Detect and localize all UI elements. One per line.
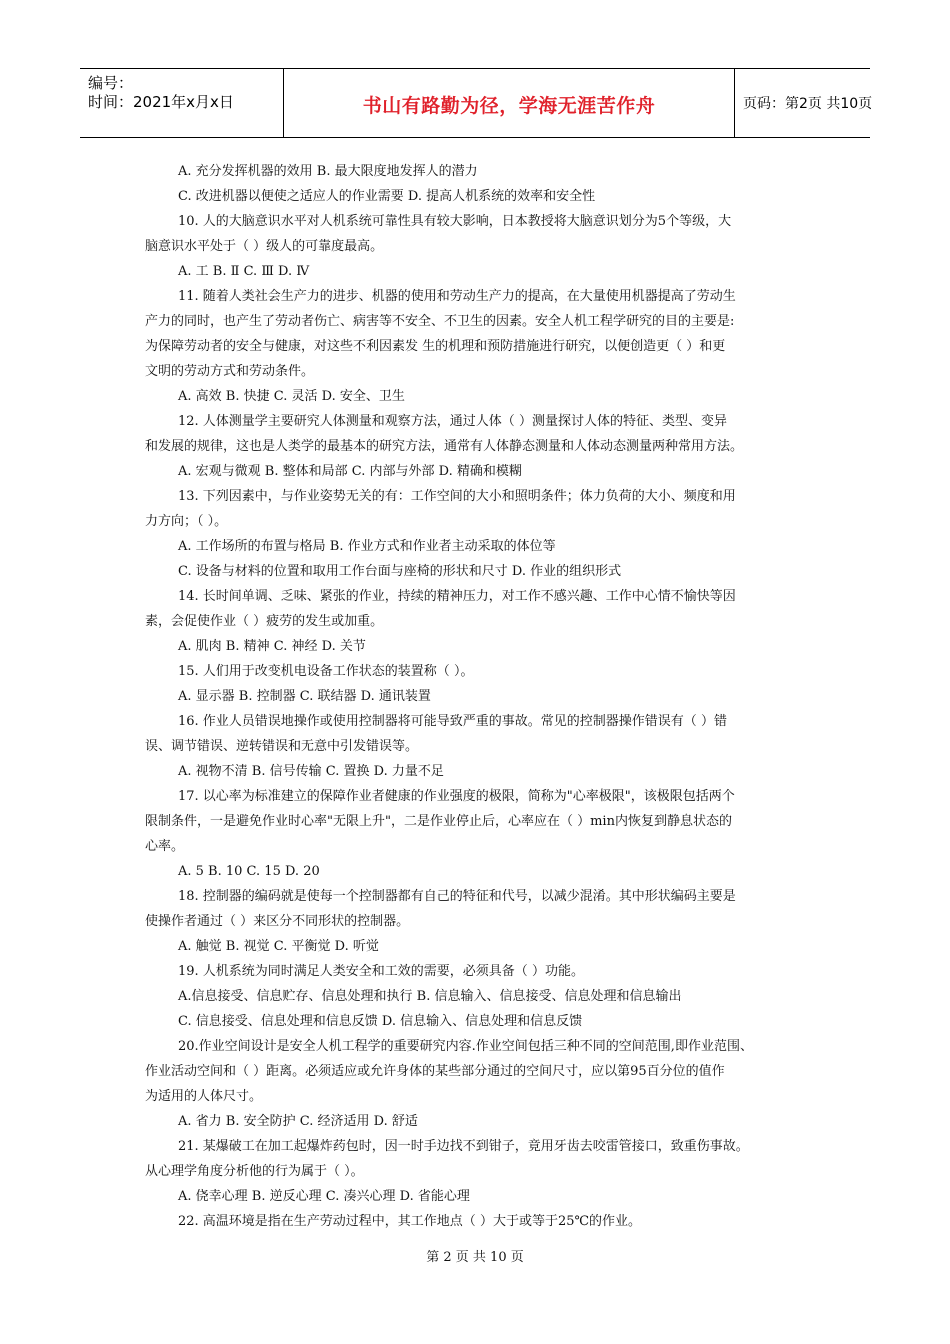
text-line: 脑意识水平处于（ ）级人的可靠度最高。 bbox=[145, 239, 384, 254]
text-line: 13. 下列因素中，与作业姿势无关的有：工作空间的大小和照明条件；体力负荷的大小、频度和用 bbox=[178, 489, 736, 504]
text-line: A. 工作场所的布置与格局 B. 作业方式和作业者主动采取的体位等 bbox=[178, 539, 556, 554]
text-line: A. 视物不清 B. 信号传输 C. 置换 D. 力量不足 bbox=[178, 764, 444, 779]
text-line: 产力的同时，也产生了劳动者伤亡、病害等不安全、不卫生的因素。安全人机工程学研究的目的主要是: bbox=[145, 314, 735, 329]
text-line: 19. 人机系统为同时满足人类安全和工效的需要，必须具备（ ）功能。 bbox=[178, 964, 584, 979]
text-line: 15. 人们用于改变机电设备工作状态的装置称（ ）。 bbox=[178, 664, 474, 679]
text-line: 使操作者通过（ ）来区分不同形状的控制器。 bbox=[145, 914, 410, 929]
text-line: 限制条件，一是避免作业时心率"无限上升"，二是作业停止后，心率应在（ ）min内恢复到静息状态的 bbox=[145, 814, 732, 829]
page-info: 页码：第2页 共10页 bbox=[743, 96, 873, 112]
text-line: 为保障劳动者的安全与健康，对这些不利因素发 生的机理和预防措施进行研究，以便创造更（ ）和更 bbox=[145, 339, 726, 354]
text-line: 10. 人的大脑意识水平对人机系统可靠性具有较大影响，日本教授将大脑意识划分为5个等级，大 bbox=[178, 214, 732, 229]
text-line: A. 触觉 B. 视觉 C. 平衡觉 D. 听觉 bbox=[178, 939, 379, 954]
text-line: 16. 作业人员错误地操作或使用控制器将可能导致严重的事故。常见的控制器操作错误有（ ）错 bbox=[178, 714, 727, 729]
text-line: 误、调节错误、逆转错误和无意中引发错误等。 bbox=[145, 739, 419, 754]
text-line: A.信息接受、信息贮存、信息处理和执行 B. 信息输入、信息接受、信息处理和信息输出 bbox=[178, 989, 682, 1004]
text-line: A. 侥幸心理 B. 逆反心理 C. 凑兴心理 D. 省能心理 bbox=[178, 1189, 470, 1204]
text-line: 作业活动空间和（ ）距离。必须适应或允许身体的某些部分通过的空间尺寸，应以第95百分位的值作 bbox=[145, 1064, 725, 1079]
text-line: A. 显示器 B. 控制器 C. 联结器 D. 通讯装置 bbox=[178, 689, 431, 704]
text-line: A. 高效 B. 快捷 C. 灵活 D. 安全、卫生 bbox=[178, 389, 405, 404]
text-line: A. 5 B. 10 C. 15 D. 20 bbox=[178, 864, 320, 879]
text-line: 20.作业空间设计是安全人机工程学的重要研究内容.作业空间包括三种不同的空间范围,即作业范围、 bbox=[178, 1039, 753, 1054]
text-line: 文明的劳动方式和劳动条件。 bbox=[145, 364, 315, 379]
text-line: 素，会促使作业（ ）疲劳的发生或加重。 bbox=[145, 614, 384, 629]
text-line: A. 宏观与微观 B. 整体和局部 C. 内部与外部 D. 精确和模糊 bbox=[178, 464, 522, 479]
text-line: 12. 人体测量学主要研究人体测量和观察方法，通过人体（ ）测量探讨人体的特征、类型、变异 bbox=[178, 414, 727, 429]
text-line: 14. 长时间单调、乏味、紧张的作业，持续的精神压力，对工作不感兴趣、工作中心情不愉快等因 bbox=[178, 589, 736, 604]
text-line: A. 省力 B. 安全防护 C. 经济适用 D. 舒适 bbox=[178, 1114, 418, 1129]
header-motto-cell bbox=[284, 69, 735, 137]
text-line: 17. 以心率为标准建立的保障作业者健康的作业强度的极限，简称为"心率极限"，该极限包括两个 bbox=[178, 789, 735, 804]
text-line: 18. 控制器的编码就是使每一个控制器都有自己的特征和代号，以减少混淆。其中形状编码主要是 bbox=[178, 889, 736, 904]
text-line: 为适用的人体尺寸。 bbox=[145, 1089, 263, 1104]
text-line: C. 设备与材料的位置和取用工作台面与座椅的形状和尺寸 D. 作业的组织形式 bbox=[178, 564, 622, 579]
header-page-cell bbox=[735, 69, 873, 137]
text-line: A. 肌肉 B. 精神 C. 神经 D. 关节 bbox=[178, 639, 366, 654]
text-line: 21. 某爆破工在加工起爆炸药包时，因一时手边找不到钳子，竟用牙齿去咬雷管接口，致重伤事故。 bbox=[178, 1139, 749, 1154]
number-label: 编号： bbox=[88, 74, 134, 92]
text-line: 心率。 bbox=[145, 839, 185, 854]
page-footer: 第 2 页 共 10 页 bbox=[426, 1250, 524, 1265]
text-line: 力方向；（ ）。 bbox=[145, 514, 228, 529]
header-meta-cell bbox=[80, 69, 284, 137]
text-line: 从心理学角度分析他的行为属于（ ）。 bbox=[145, 1164, 364, 1179]
motto: 书山有路勤为径，学海无涯苦作舟 bbox=[362, 95, 656, 117]
text-line: 11. 随着人类社会生产力的进步、机器的使用和劳动生产力的提高，在大量使用机器提高了劳动生 bbox=[178, 289, 736, 304]
text-line: 和发展的规律，这也是人类学的最基本的研究方法，通常有人体静态测量和人体动态测量两种常用方法。 bbox=[145, 439, 744, 454]
time-label: 时间：2021年x月x日 bbox=[88, 93, 234, 111]
text-line: A. 充分发挥机器的效用 B. 最大限度地发挥人的潜力 bbox=[178, 164, 478, 179]
text-line: A. 工 B. Ⅱ C. Ⅲ D. Ⅳ bbox=[178, 264, 310, 279]
text-line: 22. 高温环境是指在生产劳动过程中，其工作地点（ ）大于或等于25℃的作业。 bbox=[178, 1214, 642, 1229]
document-header bbox=[80, 68, 873, 138]
text-line: C. 改进机器以便使之适应人的作业需要 D. 提高人机系统的效率和安全性 bbox=[178, 189, 596, 204]
text-line: C. 信息接受、信息处理和信息反馈 D. 信息输入、信息处理和信息反馈 bbox=[178, 1014, 583, 1029]
